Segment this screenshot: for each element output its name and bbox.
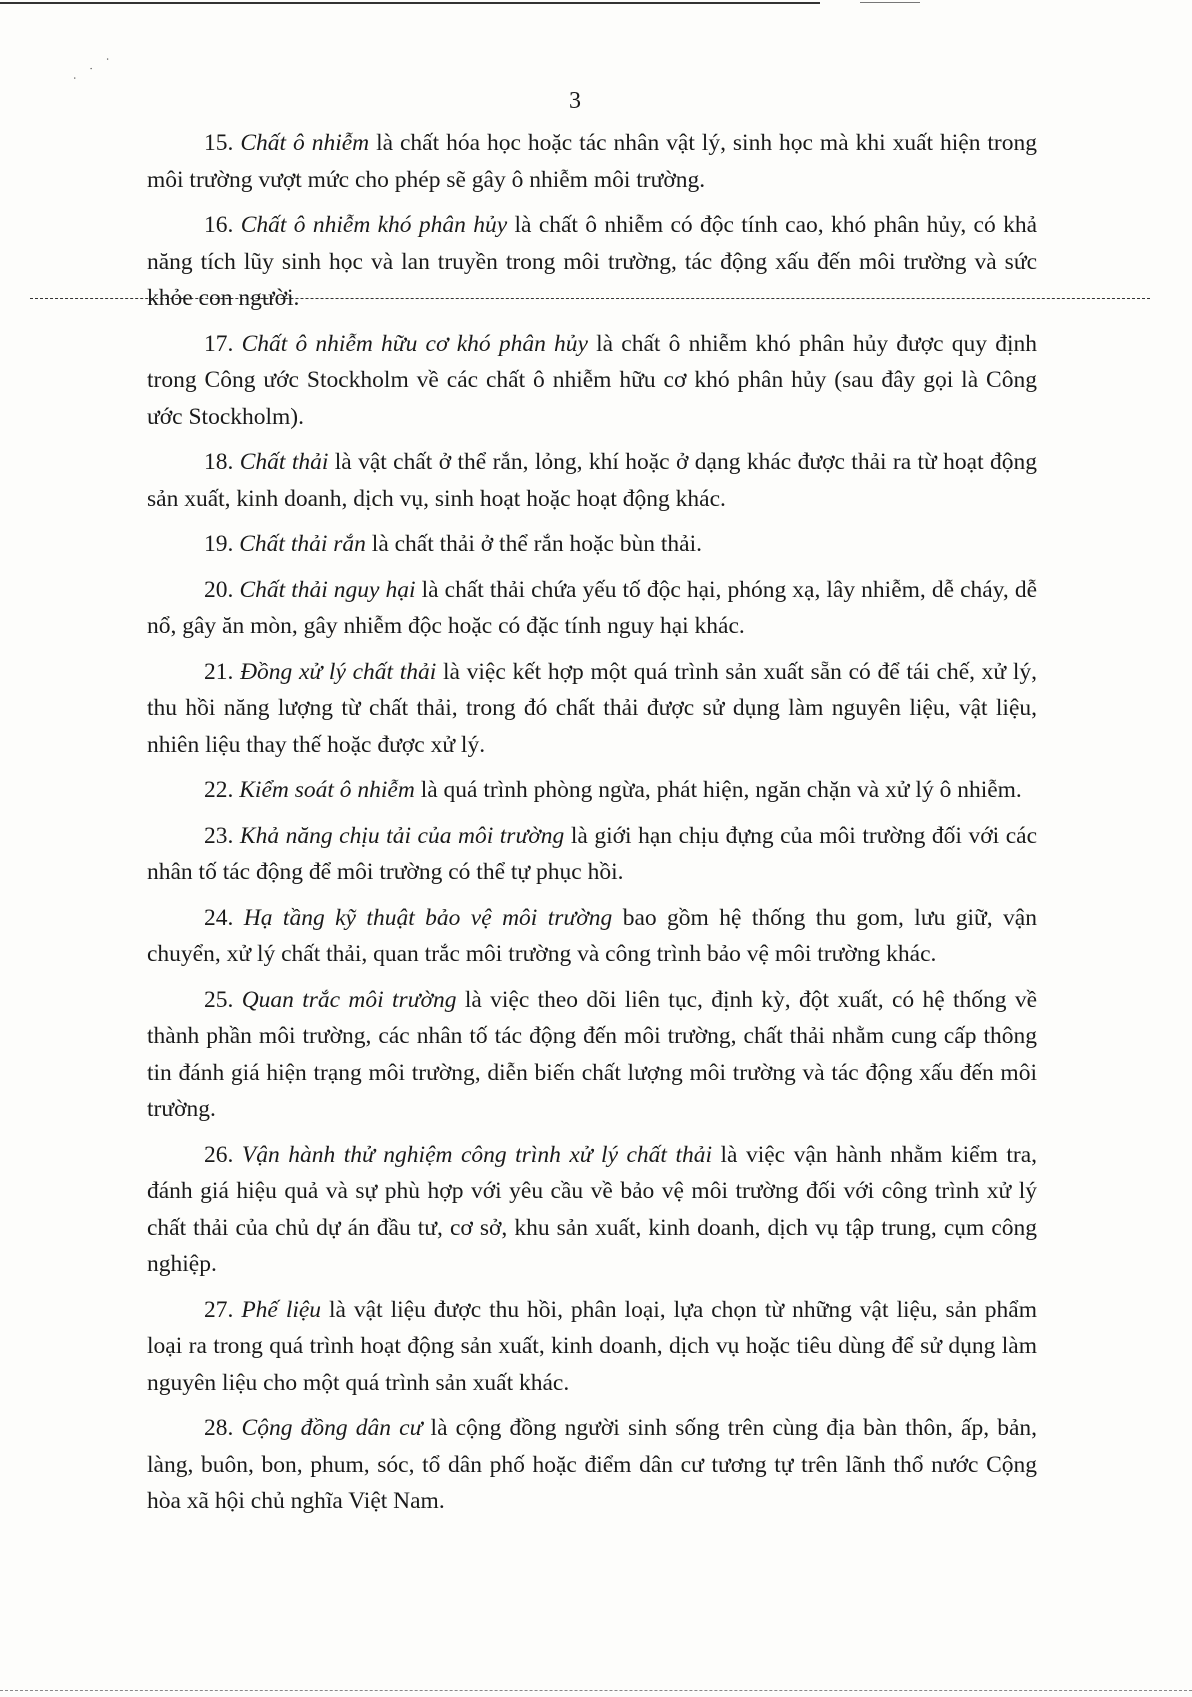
definition-item-21	[147, 654, 1037, 764]
definition-text: là vật chất ở thể rắn, lỏng, khí hoặc ở dạng khác được thải ra từ hoạt động sản xuất, kinh doanh, dịch vụ, sinh hoạt hoặc hoạt động khác.	[147, 449, 1038, 512]
definition-text: là việc vận hành nhằm kiểm tra, đánh giá hiệu quả và sự phù hợp với yêu cầu về bảo vệ môi trường đối với công trình xử lý chất thải của chủ dự án đầu tư, cơ sở, khu sản xuất, kinh doanh, dịch vụ tập trung, cụm công nghiệp.	[147, 1141, 1038, 1277]
definition-text: là chất ô nhiễm có độc tính cao, khó phân hủy, có khả năng tích lũy sinh học và lan truyền trong môi trường, tác động xấu đến môi trường và sức khỏe con người.	[147, 212, 1037, 311]
defined-term: Chất ô nhiễm khó phân hủy	[240, 212, 508, 238]
definition-text: là vật liệu được thu hồi, phân loại, lựa chọn từ những vật liệu, sản phẩm loại ra trong quá trình hoạt động sản xuất, kinh doanh, dịch vụ hoặc tiêu dùng để sử dụng làm nguyên liệu cho một quá trình sản xuất khác.	[147, 1296, 1038, 1396]
defined-term: Chất ô nhiễm	[240, 130, 370, 156]
item-number: 24.	[204, 904, 234, 931]
defined-term: Cộng đồng dân cư	[241, 1415, 423, 1441]
definition-item-17	[147, 326, 1037, 436]
defined-term: Kiểm soát ô nhiễm	[239, 777, 415, 803]
definition-item-23	[147, 818, 1037, 891]
definition-item-24	[147, 900, 1037, 973]
scan-bottom-rule	[0, 1690, 1192, 1691]
definition-text: là giới hạn chịu đựng của môi trường đối với các nhân tố tác động để môi trường có thể tự phục hồi.	[147, 822, 1038, 885]
definition-item-18	[147, 444, 1037, 517]
item-number: 25.	[204, 986, 234, 1013]
item-number: 16.	[204, 212, 234, 238]
defined-term: Chất ô nhiễm hữu cơ khó phân hủy	[241, 330, 588, 357]
item-number: 22.	[204, 777, 234, 803]
defined-term: Chất thải nguy hại	[239, 576, 416, 603]
page-number: 3	[569, 88, 581, 114]
definition-item-28	[147, 1410, 1037, 1520]
item-number: 21.	[204, 658, 234, 685]
scan-specks: · · ·	[69, 49, 119, 86]
item-number: 19.	[204, 531, 234, 557]
item-number: 28.	[204, 1415, 234, 1441]
item-number: 17.	[204, 330, 234, 357]
defined-term: Hạ tầng kỹ thuật bảo vệ môi trường	[243, 904, 613, 931]
definition-item-19	[147, 526, 1037, 563]
definitions-list	[147, 125, 1037, 1529]
defined-term: Vận hành thử nghiệm công trình xử lý chất thải	[241, 1141, 713, 1168]
item-number: 26.	[204, 1141, 234, 1168]
definition-text: là việc theo dõi liên tục, định kỳ, đột xuất, có hệ thống về thành phần môi trường, các nhân tố tác động đến môi trường, chất thải nhằm cung cấp thông tin đánh giá hiện trạng môi trường, diễn biến chất lượng môi trường và tác động xấu đến môi trường.	[147, 986, 1038, 1122]
scan-top-rule	[0, 2, 820, 4]
defined-term: Đồng xử lý chất thải	[240, 658, 437, 685]
definition-item-15	[147, 125, 1037, 198]
defined-term: Quan trắc môi trường	[241, 986, 457, 1013]
definition-item-26	[147, 1137, 1037, 1283]
defined-term: Chất thải rắn	[239, 531, 366, 557]
definition-item-16	[147, 207, 1037, 317]
definition-item-22	[147, 772, 1037, 809]
definition-text: là việc kết hợp một quá trình sản xuất sẵn có để tái chế, xử lý, thu hồi năng lượng từ chất thải, trong đó chất thải được sử dụng làm nguyên liệu, vật liệu, nhiên liệu thay thế hoặc được xử lý.	[147, 658, 1038, 758]
definition-text: bao gồm hệ thống thu gom, lưu giữ, vận chuyển, xử lý chất thải, quan trắc môi trường và công trình bảo vệ môi trường khác.	[147, 904, 1037, 967]
definition-text: là chất thải ở thể rắn hoặc bùn thải.	[371, 531, 703, 557]
definition-text: là quá trình phòng ngừa, phát hiện, ngăn chặn và xử lý ô nhiễm.	[420, 777, 1022, 803]
defined-term: Khả năng chịu tải của môi trường	[239, 822, 565, 849]
definition-text: là cộng đồng người sinh sống trên cùng địa bàn thôn, ấp, bản, làng, buôn, bon, phum, sóc, tổ dân phố hoặc điểm dân cư tương tự trên lãnh thổ nước Cộng hòa xã hội chủ nghĩa Việt Nam.	[147, 1415, 1038, 1514]
item-number: 15.	[204, 130, 234, 156]
item-number: 20.	[204, 576, 234, 603]
definition-text: là chất hóa học hoặc tác nhân vật lý, sinh học mà khi xuất hiện trong môi trường vượt mức cho phép sẽ gây ô nhiễm môi trường.	[147, 130, 1037, 193]
item-number: 27.	[204, 1296, 234, 1323]
item-number: 18.	[204, 449, 234, 475]
defined-term: Phế liệu	[241, 1296, 322, 1323]
definition-item-25	[147, 982, 1037, 1128]
item-number: 23.	[204, 822, 234, 849]
scan-top-rule-fragment	[860, 2, 920, 3]
defined-term: Chất thải	[239, 449, 329, 475]
definition-text: là chất ô nhiễm khó phân hủy được quy định trong Công ước Stockholm về các chất ô nhiễm hữu cơ khó phân hủy (sau đây gọi là Công ước Stockholm).	[147, 330, 1038, 430]
definition-item-20	[147, 572, 1037, 645]
definition-text: là chất thải chứa yếu tố độc hại, phóng xạ, lây nhiễm, dễ cháy, dễ nổ, gây ăn mòn, gây nhiễm độc hoặc có đặc tính nguy hại khác.	[147, 576, 1038, 639]
definition-item-27	[147, 1292, 1037, 1402]
